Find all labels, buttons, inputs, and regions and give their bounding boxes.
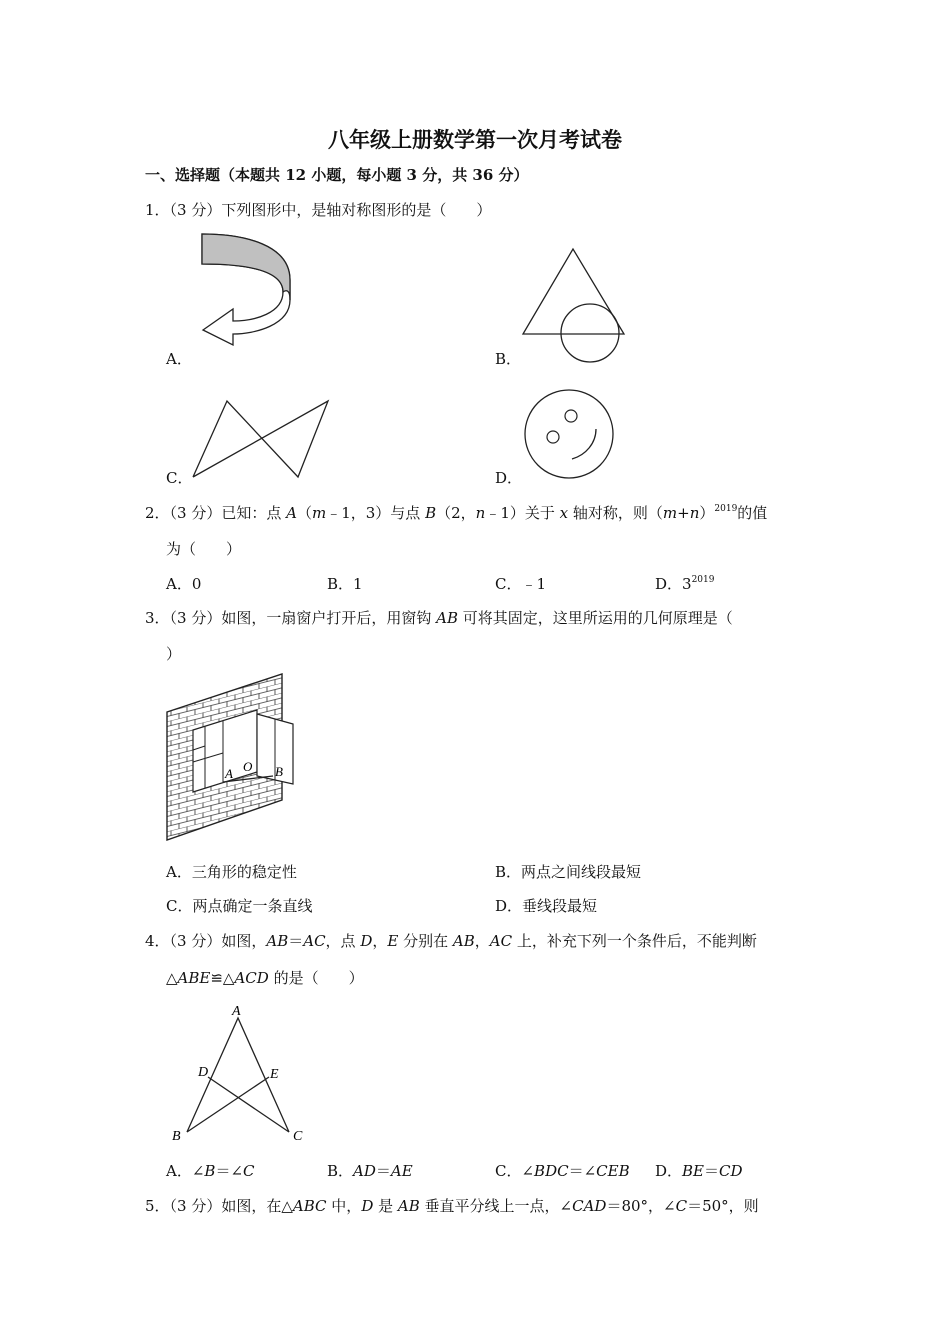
q2-option-a: A．0 xyxy=(166,575,202,593)
question-2-text-cont: 为（ ） xyxy=(166,540,242,558)
fig4-label-b: B xyxy=(172,1129,181,1144)
q1-option-b: B． xyxy=(495,350,522,368)
fig4-label-e: E xyxy=(270,1067,279,1082)
q1-option-d: D． xyxy=(495,469,523,487)
fig3-label-b: B xyxy=(275,764,283,779)
fig4-label-a: A xyxy=(232,1004,241,1019)
q3-option-b: B．两点之间线段最短 xyxy=(495,863,642,881)
fig4-label-c: C xyxy=(293,1129,303,1144)
page-title: 八年级上册数学第一次月考试卷 xyxy=(328,127,622,152)
q4-option-a: A．∠B＝∠C xyxy=(166,1162,255,1180)
q3-option-d: D．垂线段最短 xyxy=(495,897,598,915)
figure-3-brick-wall-window xyxy=(165,672,305,844)
question-5-text: 5．（3 分）如图，在△ABC 中，D 是 AB 垂直平分线上一点，∠CAD＝80°，∠C＝50°，则 xyxy=(145,1197,759,1215)
figure-1d-smiley-face xyxy=(520,385,620,485)
fig4-label-d: D xyxy=(198,1065,209,1080)
figure-1a-curved-arrow xyxy=(195,230,305,355)
figure-4-triangle-abc xyxy=(165,1000,325,1150)
q3-option-a: A．三角形的稳定性 xyxy=(166,863,297,881)
q4-option-b: B．AD＝AE xyxy=(327,1162,413,1180)
q1-option-a: A． xyxy=(166,350,192,368)
q4-option-c: C．∠BDC＝∠CEB xyxy=(495,1162,630,1180)
question-4-text-cont: △ABE≌△ACD 的是（ ） xyxy=(166,969,364,987)
q3-option-c: C．两点确定一条直线 xyxy=(166,897,313,915)
question-4-text: 4．（3 分）如图，AB＝AC，点 D，E 分别在 AB，AC 上，补充下列一个条件后，不能判断 xyxy=(145,932,757,950)
q4-option-d: D．BE＝CD xyxy=(655,1162,743,1180)
question-2-text: 2．（3 分）已知：点 A（m﹣1，3）与点 B（2，n﹣1）关于 x 轴对称，则$(m+n)^{2019}$的值 xyxy=(145,504,768,522)
q2-option-d: D．$3^{2019}$ xyxy=(655,575,715,593)
question-3-text-cont: ） xyxy=(166,645,182,663)
q1-option-c: C． xyxy=(166,469,193,487)
figure-1c-bowtie xyxy=(190,395,335,485)
section-heading: 一、选择题（本题共 12 小题，每小题 3 分，共 36 分） xyxy=(145,166,529,184)
q2-option-c: C．﹣1 xyxy=(495,575,547,593)
question-1-text: 1．（3 分）下列图形中，是轴对称图形的是（ ） xyxy=(145,201,492,219)
q2-option-b: B．1 xyxy=(327,575,363,593)
figure-1b-triangle-circle xyxy=(520,245,630,365)
fig3-label-o: O xyxy=(243,759,253,774)
fig3-label-a: A xyxy=(225,766,233,781)
question-3-text: 3．（3 分）如图，一扇窗户打开后，用窗钩 AB 可将其固定，这里所运用的几何原理是（ xyxy=(145,609,733,627)
